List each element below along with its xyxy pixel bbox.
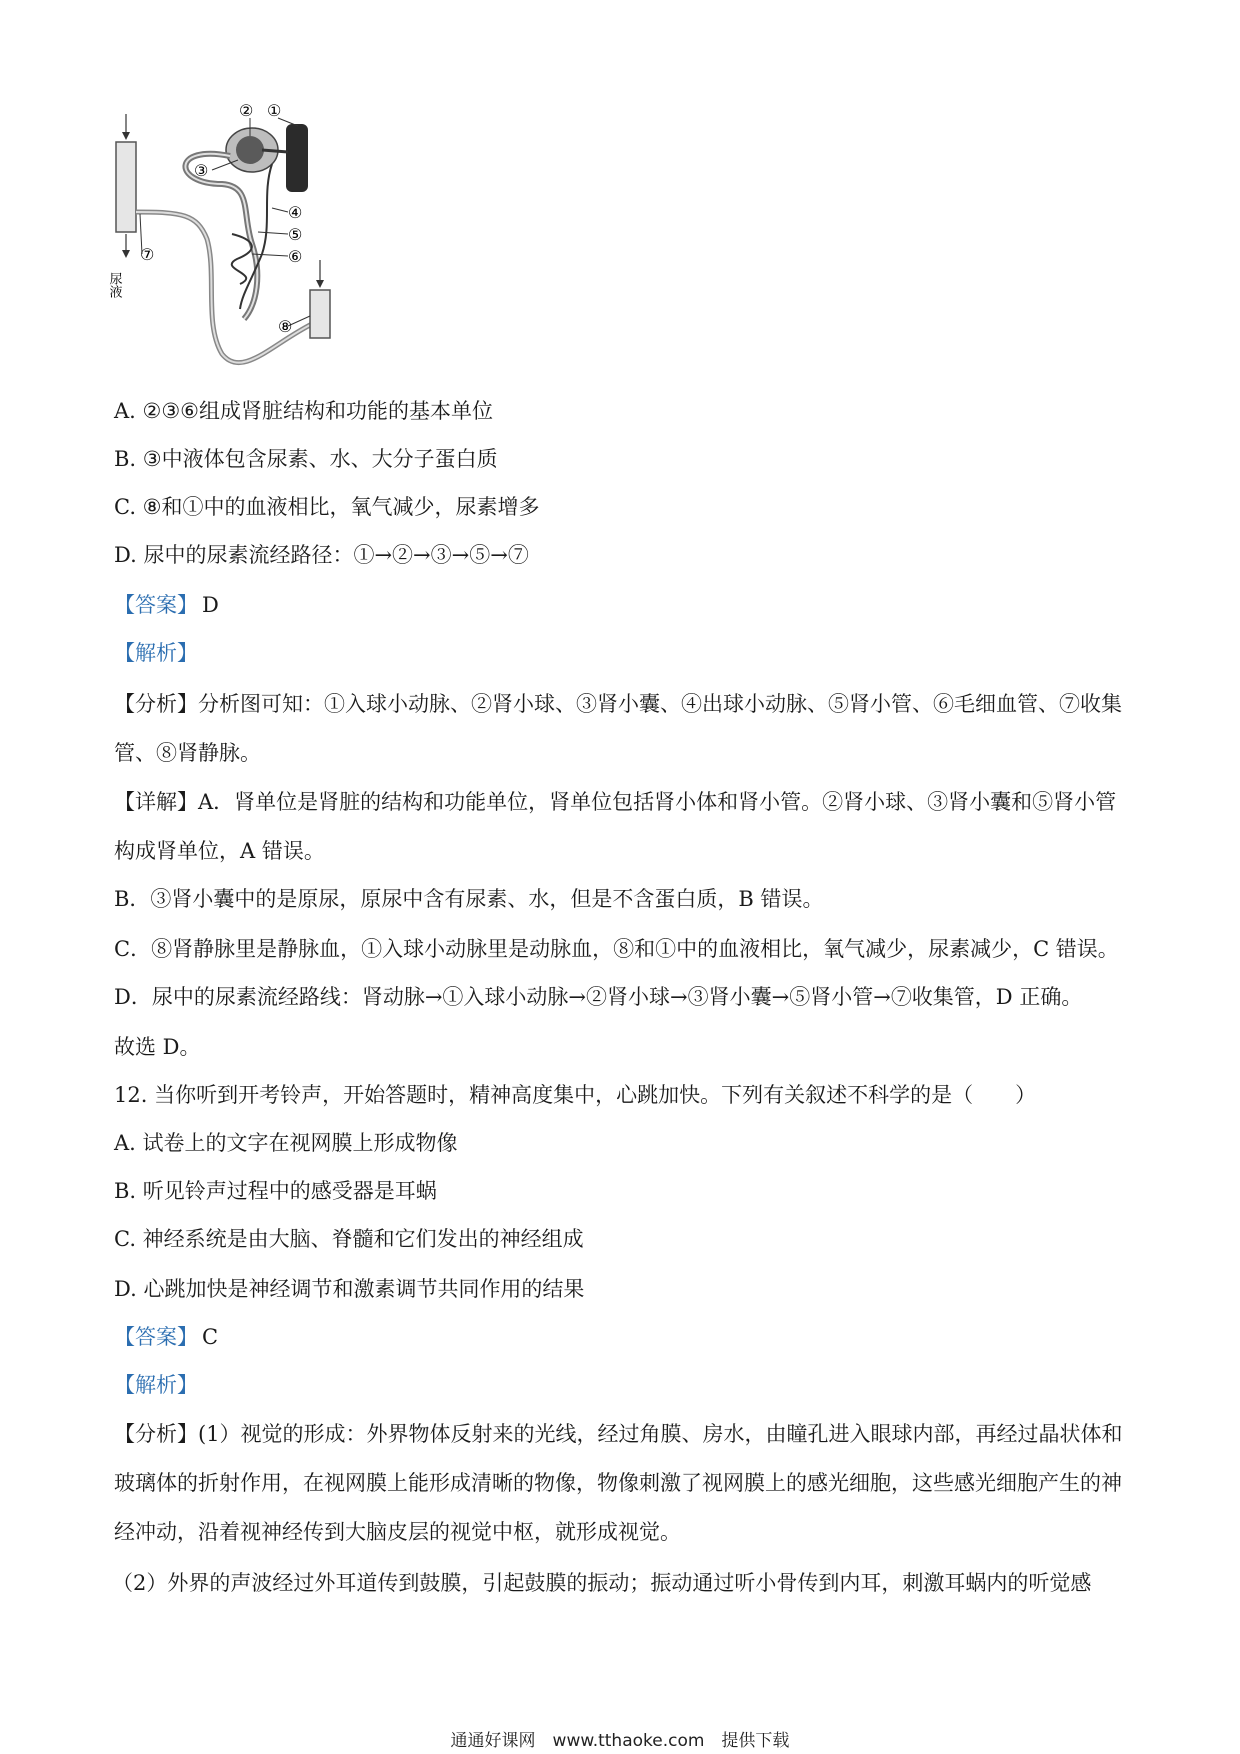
label-2: ②	[239, 101, 254, 120]
q12-analysis-label: 【解析】	[114, 1373, 198, 1397]
q11-analysis-heading	[114, 638, 198, 668]
q12-option-c: C. 神经系统是由大脑、脊髓和它们发出的神经组成	[114, 1227, 584, 1251]
q12-option-d: D. 心跳加快是神经调节和激素调节共同作用的结果	[114, 1277, 585, 1301]
q11-option-c: C. ⑧和①中的血液相比，氧气减少，尿素增多	[114, 495, 540, 519]
q11-detail-d: D．尿中的尿素流经路线：肾动脉→①入球小动脉→②肾小球→③肾小囊→⑤肾小管→⑦收集管，D 正确。	[114, 985, 1083, 1009]
label-7: ⑦	[140, 245, 155, 264]
nephron-diagram	[106, 101, 372, 386]
q12-analysis-heading	[114, 1370, 198, 1400]
q12-fenxi-1: 【分析】(1）视觉的形成：外界物体反射来的光线，经过角膜、房水，由瞳孔进入眼球内部，再经过晶状体和玻璃体的折射作用，在视网膜上能形成清晰的物像，物像刺激了视网膜上的感光细胞，这些感光细胞产生的神经冲动，沿着视神经传到大脑皮层的视觉中枢，就形成视觉。	[114, 1422, 1123, 1544]
q12-option-b: B. 听见铃声过程中的感受器是耳蜗	[114, 1179, 437, 1203]
q11-option-b: B. ③中液体包含尿素、水、大分子蛋白质	[114, 447, 498, 471]
q11-answer	[114, 590, 219, 620]
q11-analysis-label: 【解析】	[114, 641, 198, 665]
q11-detail-b: B．③肾小囊中的是原尿，原尿中含有尿素、水，但是不含蛋白质，B 错误。	[114, 887, 824, 911]
label-8: ⑧	[278, 317, 293, 336]
q11-option-a: A. ②③⑥组成肾脏结构和功能的基本单位	[114, 399, 493, 423]
q12-answer	[114, 1322, 218, 1352]
q11-fenxi: 【分析】分析图可知：①入球小动脉、②肾小球、③肾小囊、④出球小动脉、⑤肾小管、⑥毛细血管、⑦收集管、⑧肾静脉。	[114, 692, 1122, 765]
label-6: ⑥	[288, 247, 303, 266]
q12-answer-label: 【答案】	[114, 1325, 198, 1349]
q12-fenxi-2: （2）外界的声波经过外耳道传到鼓膜，引起鼓膜的振动；振动通过听小骨传到内耳，刺激耳蜗内的听觉感	[112, 1571, 1092, 1595]
label-1: ①	[267, 101, 282, 120]
label-5: ⑤	[288, 225, 303, 244]
q12-stem: 12. 当你听到开考铃声，开始答题时，精神高度集中，心跳加快。下列有关叙述不科学的是（ ）	[114, 1083, 1037, 1107]
q12-option-a: A. 试卷上的文字在视网膜上形成物像	[114, 1131, 458, 1155]
q11-conclusion: 故选 D。	[114, 1035, 201, 1059]
q12-answer-value: C	[202, 1325, 219, 1349]
q11-answer-value: D	[202, 593, 219, 617]
q11-detail-a: 【详解】A．肾单位是肾脏的结构和功能单位，肾单位包括肾小体和肾小管。②肾小球、③肾小囊和⑤肾小管构成肾单位，A 错误。	[114, 790, 1117, 863]
q11-option-d: D. 尿中的尿素流经路径：①→②→③→⑤→⑦	[114, 543, 529, 567]
label-3: ③	[194, 161, 209, 180]
q11-answer-label: 【答案】	[114, 593, 198, 617]
label-urine: 尿液	[106, 272, 122, 298]
q11-detail-c: C．⑧肾静脉里是静脉血，①入球小动脉里是动脉血，⑧和①中的血液相比，氧气减少，尿素减少，C 错误。	[114, 937, 1119, 961]
page-footer: 通通好课网 www.tthaoke.com 提供下载	[450, 1731, 790, 1751]
label-4: ④	[288, 203, 303, 222]
